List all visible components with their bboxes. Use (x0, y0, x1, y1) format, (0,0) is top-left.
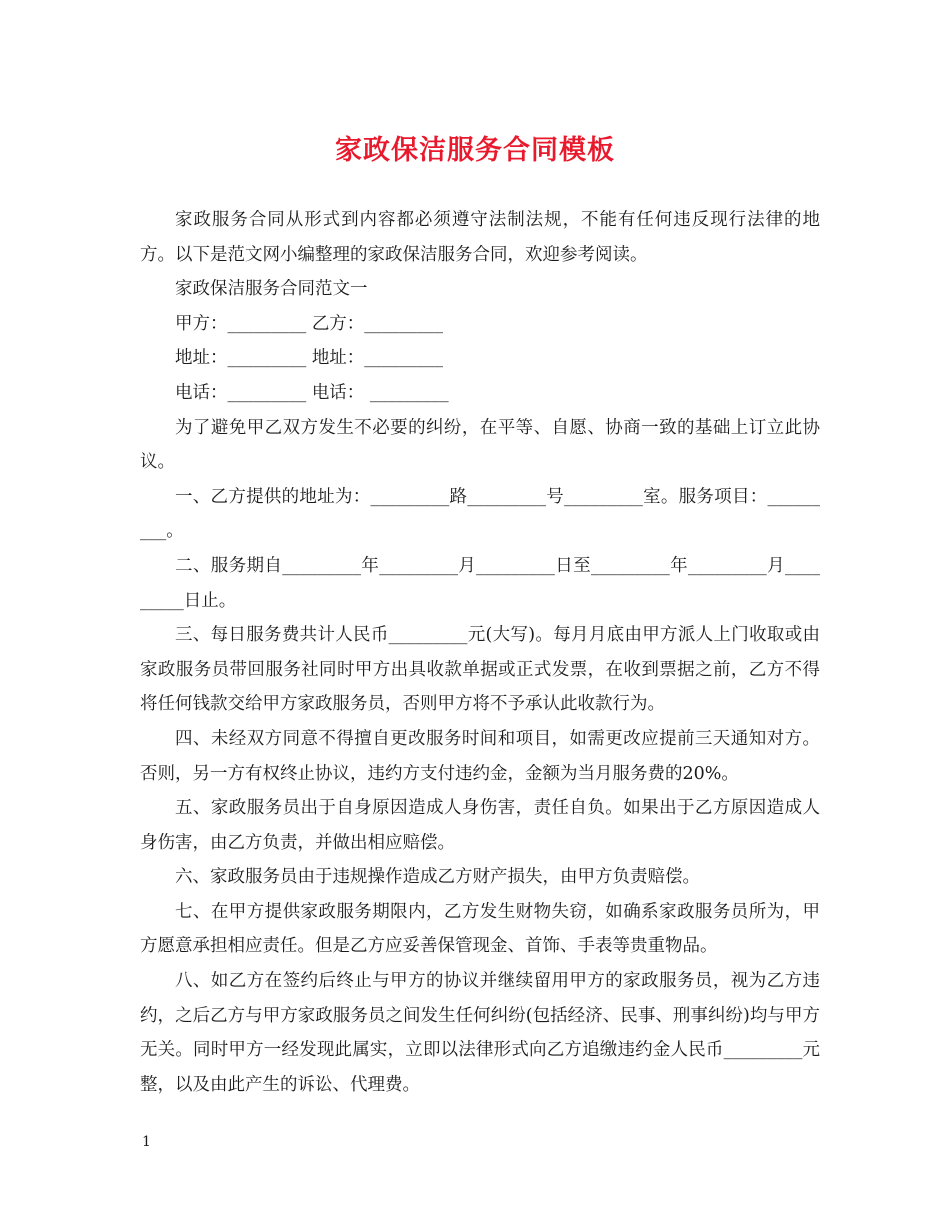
clause-6: 六、家政服务员由于违规操作造成乙方财产损失，由甲方负责赔偿。 (175, 867, 700, 888)
paragraph-sample-heading: 家政保洁服务合同范文一 (175, 279, 368, 300)
document-title: 家政保洁服务合同模板 (335, 135, 615, 166)
paragraph-purpose: 为了避免甲乙双方发生不必要的纠纷，在平等、自愿、协商一致的基础上订立此协议。 (140, 417, 820, 473)
document-body (140, 203, 820, 1102)
paragraph-party-phones: 电话：_________ 电话： _________ (175, 382, 449, 403)
paragraph-party-names: 甲方：_________ 乙方：_________ (175, 313, 444, 334)
clause-1: 一、乙方提供的地址为：_________路_________号_________室。服务项目：_________。 (140, 486, 820, 542)
clause-2: 二、服务期自_________年_________月_________日至_________年_________月_________日止。 (140, 555, 820, 611)
clause-4: 四、未经双方同意不得擅自更改服务时间和项目，如需更改应提前三天通知对方。否则，另一方有权终止协议，违约方支付违约金，金额为当月服务费的20%。 (140, 728, 820, 784)
clause-5: 五、家政服务员出于自身原因造成人身伤害，责任自负。如果出于乙方原因造成人身伤害，由乙方负责，并做出相应赔偿。 (140, 798, 820, 853)
clause-8: 八、如乙方在签约后终止与甲方的协议并继续留用甲方的家政服务员，视为乙方违约，之后乙方与甲方家政服务员之间发生任何纠纷(包括经济、民事、刑事纠纷)均与甲方无关。同时甲方一经发现此属实，立即以法律形式向乙方追缴违约金人民币_________元整，以及由此产生的诉讼、代理费。 (140, 971, 820, 1095)
clause-3: 三、每日服务费共计人民币_________元(大写)。每月月底由甲方派人上门收取或由家政服务员带回服务社同时甲方出具收款单据或正式发票，在收到票据之前，乙方不得将任何钱款交给甲方家政服务员，否则甲方将不予承认此收款行为。 (140, 625, 820, 715)
paragraph-intro: 家政服务合同从形式到内容都必须遵守法制法规，不能有任何违反现行法律的地方。以下是范文网小编整理的家政保洁服务合同，欢迎参考阅读。 (140, 210, 820, 265)
page-number: 1 (142, 1134, 151, 1150)
clause-7: 七、在甲方提供家政服务期限内，乙方发生财物失窃，如确系家政服务员所为，甲方愿意承担相应责任。但是乙方应妥善保管现金、首饰、手表等贵重物品。 (140, 901, 820, 957)
paragraph-party-addresses: 地址：_________ 地址：_________ (175, 348, 444, 369)
